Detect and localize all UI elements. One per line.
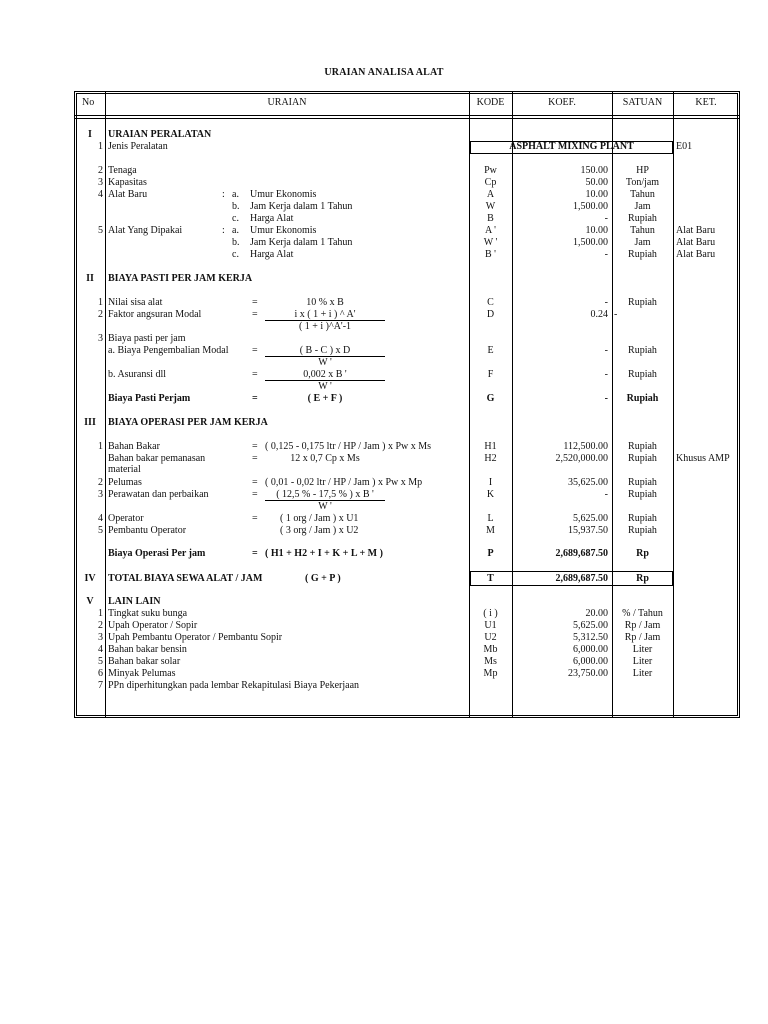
row-kode: B ' (485, 249, 496, 260)
row-satuan: Rp (636, 548, 649, 559)
row-satuan: Liter (632, 656, 653, 667)
row-satuan: Rupiah (628, 249, 657, 260)
row-kode: W ' (483, 237, 498, 248)
formula: ( E + F ) (307, 393, 343, 404)
row-satuan: Rupiah (628, 441, 657, 452)
row-kode: Ms (484, 656, 497, 667)
row-satuan: % / Tahun (622, 608, 663, 619)
row-no: 4 (98, 644, 103, 655)
subtotal-label: Biaya Operasi Per jam (108, 548, 206, 559)
formula: ( 0,125 - 0,175 ltr / HP / Jam ) x Pw x Ms (265, 441, 432, 452)
row-satuan: Jam (634, 201, 651, 212)
row-kode: D (486, 309, 495, 320)
row-satuan: Rupiah (628, 477, 657, 488)
row-kode: T (487, 573, 494, 584)
row-koef: 10.00 (585, 189, 608, 200)
row-satuan: Ton/jam (625, 177, 660, 188)
row-ket: Alat Baru (676, 237, 716, 248)
col-divider (105, 92, 106, 717)
row-ket: Alat Baru (676, 249, 716, 260)
colon: : (222, 189, 225, 200)
row-label: Upah Pembantu Operator / Pembantu Sopir (108, 632, 283, 643)
row-label: Minyak Pelumas (108, 668, 176, 679)
row-label: Kapasitas (108, 177, 147, 188)
row-satuan: Rupiah (628, 369, 657, 380)
row-kode: E (487, 345, 494, 356)
row-koef: - (604, 297, 608, 308)
row-kode: Mp (483, 668, 498, 679)
row-kode: L (487, 513, 494, 524)
header-divider (75, 118, 739, 119)
row-satuan: - (614, 309, 618, 320)
row-no: 3 (98, 333, 103, 344)
colon: : (222, 225, 225, 236)
formula: ( G + P ) (305, 573, 341, 584)
row-ket: Khusus AMP (676, 453, 730, 464)
row-kode: H2 (484, 453, 497, 464)
row-satuan: Tahun (630, 189, 655, 200)
row-label: Biaya pasti per jam (108, 333, 186, 344)
row-ket: Alat Baru (676, 225, 716, 236)
row-label: b. Asuransi dll (108, 369, 167, 380)
row-no: 1 (98, 141, 103, 152)
grand-total-value: 2,689,687.50 (555, 573, 608, 584)
row-label: Perawatan dan perbaikan (108, 489, 209, 500)
row-kode: P (487, 548, 494, 559)
row-kode: C (487, 297, 494, 308)
formula: ( 3 org / Jam ) x U2 (280, 525, 359, 536)
formula: 10 % x B (306, 297, 344, 308)
row-koef: 6,000.00 (573, 644, 608, 655)
row-satuan: Rupiah (628, 489, 657, 500)
row-no: 4 (98, 189, 103, 200)
row-no: 1 (98, 608, 103, 619)
item-label: Umur Ekonomis (250, 189, 317, 200)
row-no: 5 (98, 656, 103, 667)
item-label: Harga Alat (250, 213, 294, 224)
row-satuan: Rp / Jam (624, 620, 661, 631)
formula-denominator: W ' (318, 357, 332, 368)
formula: 12 x 0,7 Cp x Ms (290, 453, 360, 464)
row-kode: W (485, 201, 496, 212)
row-koef: - (604, 249, 608, 260)
row-ket: E01 (676, 141, 693, 152)
row-kode: Mb (483, 644, 498, 655)
item-label: Jam Kerja dalam 1 Tahun (250, 237, 353, 248)
row-no: 5 (98, 525, 103, 536)
row-no: 2 (98, 477, 103, 488)
row-koef: 15,937.50 (568, 525, 608, 536)
row-label: Alat Yang Dipakai (108, 225, 183, 236)
section-title: BIAYA PASTI PER JAM KERJA (108, 273, 253, 284)
row-no: 7 (98, 680, 103, 691)
subtotal-label: Biaya Pasti Perjam (108, 393, 191, 404)
section-title: TOTAL BIAYA SEWA ALAT / JAM (108, 573, 263, 584)
formula: ( 0,01 - 0,02 ltr / HP / Jam ) x Pw x Mp (265, 477, 423, 488)
row-no: 5 (98, 225, 103, 236)
row-satuan: Jam (634, 237, 651, 248)
section-roman: II (86, 273, 94, 284)
equals: = (252, 345, 258, 356)
row-koef: 5,625.00 (573, 620, 608, 631)
row-kode: A (486, 189, 495, 200)
row-satuan: Rp / Jam (624, 632, 661, 643)
equals: = (252, 309, 258, 320)
header-uraian: URAIAN (267, 97, 307, 108)
equals: = (252, 393, 258, 404)
row-koef: 35,625.00 (568, 477, 608, 488)
header-satuan: SATUAN (622, 97, 663, 108)
row-kode: A ' (485, 225, 496, 236)
row-no: 1 (98, 441, 103, 452)
row-label: Bahan bakar bensin (108, 644, 187, 655)
row-no: 2 (98, 165, 103, 176)
row-kode: U1 (484, 620, 497, 631)
row-no: 6 (98, 668, 103, 679)
row-kode: F (487, 369, 494, 380)
row-satuan: Rupiah (628, 525, 657, 536)
equals: = (252, 513, 258, 524)
row-label-continued: material (108, 464, 141, 475)
formula-numerator: ( B - C ) x D (299, 345, 351, 356)
row-kode: Pw (484, 165, 497, 176)
row-koef: 1,500.00 (573, 237, 608, 248)
row-kode: Cp (484, 177, 497, 188)
row-satuan: Rupiah (628, 345, 657, 356)
formula-denominator: ( 1 + i )^A'-1 (298, 321, 352, 332)
row-koef: 150.00 (580, 165, 608, 176)
row-koef: - (604, 213, 608, 224)
row-no: 2 (98, 620, 103, 631)
item-label: Umur Ekonomis (250, 225, 317, 236)
item-label: Jam Kerja dalam 1 Tahun (250, 201, 353, 212)
formula: ( H1 + H2 + I + K + L + M ) (265, 548, 383, 559)
header-divider (75, 115, 739, 116)
row-label: Alat Baru (108, 189, 148, 200)
row-kode: ( i ) (483, 608, 498, 619)
row-kode: I (488, 477, 493, 488)
header-ket: KET. (695, 97, 717, 108)
row-koef: - (604, 369, 608, 380)
row-koef: - (604, 393, 608, 404)
row-satuan: Rp (636, 573, 649, 584)
col-divider (673, 92, 674, 717)
row-koef: 20.00 (585, 608, 608, 619)
row-label: Upah Operator / Sopir (108, 620, 198, 631)
row-no: 3 (98, 489, 103, 500)
equals: = (252, 477, 258, 488)
row-koef: 10.00 (585, 225, 608, 236)
row-satuan: Rupiah (628, 297, 657, 308)
row-label: Nilai sisa alat (108, 297, 163, 308)
header-no: No (82, 97, 95, 108)
formula-numerator: i x ( 1 + i ) ^ A' (294, 309, 356, 320)
equals: = (252, 441, 258, 452)
row-satuan: Rupiah (628, 453, 657, 464)
section-roman: I (88, 129, 92, 140)
row-koef: 5,312.50 (573, 632, 608, 643)
formula-numerator: 0,002 x B ' (303, 369, 347, 380)
row-kode: M (486, 525, 495, 536)
row-label: Tenaga (108, 165, 137, 176)
row-label: PPn diperhitungkan pada lembar Rekapitulasi Biaya Pekerjaan (108, 680, 360, 691)
header-koef: KOEF. (548, 97, 576, 108)
row-koef: 2,520,000.00 (555, 453, 608, 464)
item-letter: c. (232, 213, 239, 224)
row-koef: 23,750.00 (568, 668, 608, 679)
row-no: 3 (98, 632, 103, 643)
equals: = (252, 369, 258, 380)
row-no: 3 (98, 177, 103, 188)
row-label: Faktor angsuran Modal (108, 309, 202, 320)
item-label: Harga Alat (250, 249, 294, 260)
item-letter: c. (232, 249, 239, 260)
section-title: LAIN LAIN (108, 596, 161, 607)
row-kode: K (486, 489, 495, 500)
equals: = (252, 297, 258, 308)
formula-numerator: ( 12,5 % - 17,5 % ) x B ' (276, 489, 374, 500)
row-label: a. Biaya Pengembalian Modal (108, 345, 229, 356)
formula-denominator: W ' (318, 381, 332, 392)
equals: = (252, 489, 258, 500)
row-koef: 6,000.00 (573, 656, 608, 667)
equals: = (252, 453, 258, 464)
item-letter: a. (232, 189, 239, 200)
row-label: Tingkat suku bunga (108, 608, 188, 619)
section-roman: V (86, 596, 94, 607)
section-roman: IV (84, 573, 96, 584)
row-label: Bahan Bakar (108, 441, 160, 452)
row-koef: 5,625.00 (573, 513, 608, 524)
section-title: BIAYA OPERASI PER JAM KERJA (108, 417, 268, 428)
document-title: URAIAN ANALISA ALAT (324, 67, 444, 78)
item-letter: b. (232, 237, 240, 248)
row-no: 1 (98, 297, 103, 308)
row-label: Jenis Peralatan (108, 141, 168, 152)
row-label: Pembantu Operator (108, 525, 187, 536)
row-koef: 1,500.00 (573, 201, 608, 212)
equals: = (252, 548, 258, 559)
item-letter: b. (232, 201, 240, 212)
row-koef: 112,500.00 (563, 441, 608, 452)
row-kode: B (487, 213, 494, 224)
section-title: URAIAN PERALATAN (108, 129, 212, 140)
row-satuan: Liter (632, 668, 653, 679)
row-satuan: Rupiah (626, 393, 659, 404)
row-koef: 0.24 (590, 309, 608, 320)
row-koef: - (604, 489, 608, 500)
row-kode: H1 (484, 441, 497, 452)
row-kode: U2 (484, 632, 497, 643)
row-kode: G (486, 393, 495, 404)
row-no: 4 (98, 513, 103, 524)
row-no: 2 (98, 309, 103, 320)
row-label: Operator (108, 513, 144, 524)
row-satuan: Rupiah (628, 513, 657, 524)
row-koef: 2,689,687.50 (555, 548, 608, 559)
row-label: Pelumas (108, 477, 142, 488)
row-satuan: Liter (632, 644, 653, 655)
item-letter: a. (232, 225, 239, 236)
equipment-name: ASPHALT MIXING PLANT (509, 141, 634, 152)
row-label: Bahan bakar pemanasan (108, 453, 206, 464)
row-koef: 50.00 (585, 177, 608, 188)
formula: ( 1 org / Jam ) x U1 (280, 513, 359, 524)
row-satuan: Rupiah (628, 213, 657, 224)
header-kode: KODE (476, 97, 505, 108)
row-koef: - (604, 345, 608, 356)
row-label: Bahan bakar solar (108, 656, 181, 667)
row-satuan: Tahun (630, 225, 655, 236)
row-satuan: HP (636, 165, 649, 176)
formula-denominator: W ' (318, 501, 332, 512)
section-roman: III (84, 417, 96, 428)
